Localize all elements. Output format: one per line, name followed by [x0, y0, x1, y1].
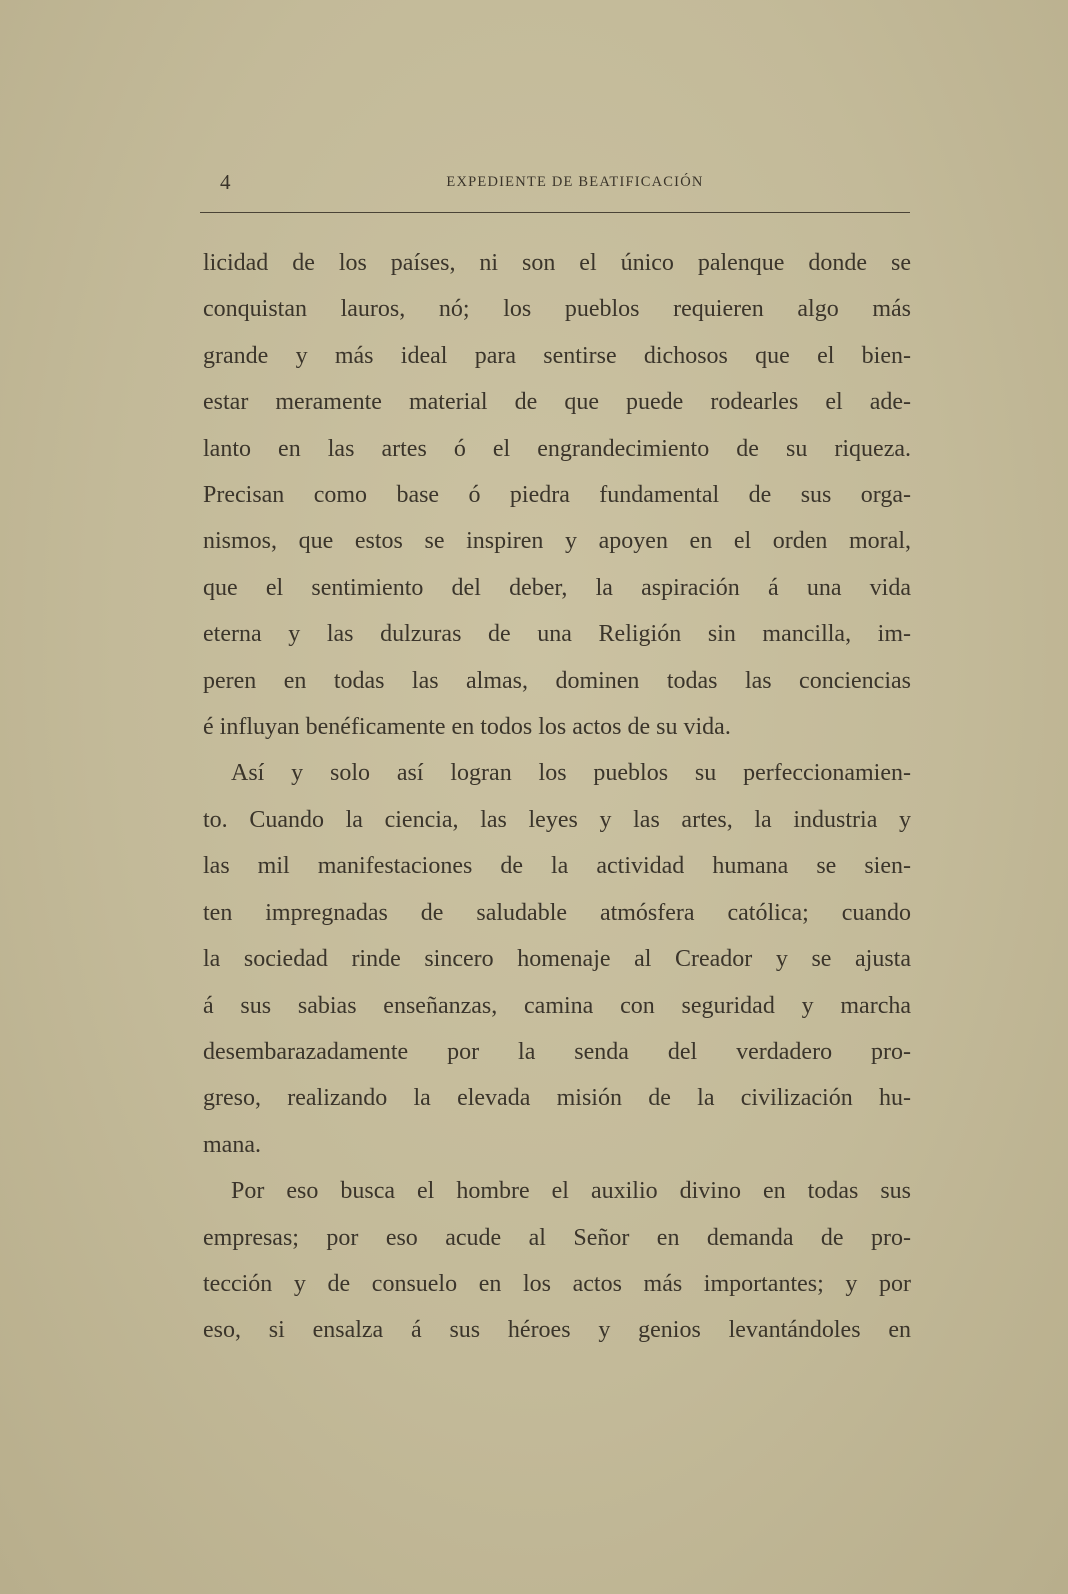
- header-rule: [200, 212, 910, 213]
- text-line: licidad de los países, ni son el único palenque donde se: [203, 250, 911, 276]
- text-line: mana.: [203, 1131, 261, 1158]
- text-line: á sus sabias enseñanzas, camina con seguridad y marcha: [203, 992, 911, 1019]
- text-line: conquistan lauros, nó; los pueblos requieren algo más: [203, 296, 911, 323]
- text-line: empresas; por eso acude al Señor en demanda de pro-: [203, 1224, 911, 1251]
- text-line: eso, si ensalza á sus héroes y genios levantándoles en: [203, 1317, 911, 1344]
- text-line: estar meramente material de que puede rodearles el ade-: [203, 389, 911, 416]
- page-number: 4: [220, 170, 231, 194]
- text-line: Precisan como base ó piedra fundamental de sus orga-: [203, 482, 911, 509]
- text-line: greso, realizando la elevada misión de la civilización hu-: [203, 1085, 911, 1112]
- text-line: Así y solo así logran los pueblos su perfeccionamien-: [231, 760, 911, 787]
- page-header: [200, 170, 910, 196]
- body-text: [203, 240, 911, 1354]
- running-head: EXPEDIENTE DE BEATIFICACIÓN: [446, 174, 704, 190]
- text-line: é influyan benéficamente en todos los actos de su vida.: [203, 714, 731, 741]
- text-line: Por eso busca el hombre el auxilio divino en todas sus: [231, 1178, 911, 1205]
- text-line: lanto en las artes ó el engrandecimiento de su riqueza.: [203, 435, 911, 462]
- text-line: to. Cuando la ciencia, las leyes y las artes, la industria y: [203, 806, 911, 833]
- text-line: que el sentimiento del deber, la aspiración á una vida: [203, 574, 911, 601]
- text-line: la sociedad rinde sincero homenaje al Creador y se ajusta: [203, 946, 911, 973]
- text-line: desembarazadamente por la senda del verdadero pro-: [203, 1038, 911, 1065]
- text-line: nismos, que estos se inspiren y apoyen en el orden moral,: [203, 528, 911, 555]
- text-line: ten impregnadas de saludable atmósfera católica; cuando: [203, 899, 911, 926]
- text-line: las mil manifestaciones de la actividad humana se sien-: [203, 853, 911, 880]
- text-line: eterna y las dulzuras de una Religión sin mancilla, im-: [203, 621, 911, 648]
- text-line: grande y más ideal para sentirse dichosos que el bien-: [203, 342, 911, 369]
- text-line: peren en todas las almas, dominen todas las conciencias: [203, 667, 911, 694]
- text-line: tección y de consuelo en los actos más importantes; y por: [203, 1270, 911, 1297]
